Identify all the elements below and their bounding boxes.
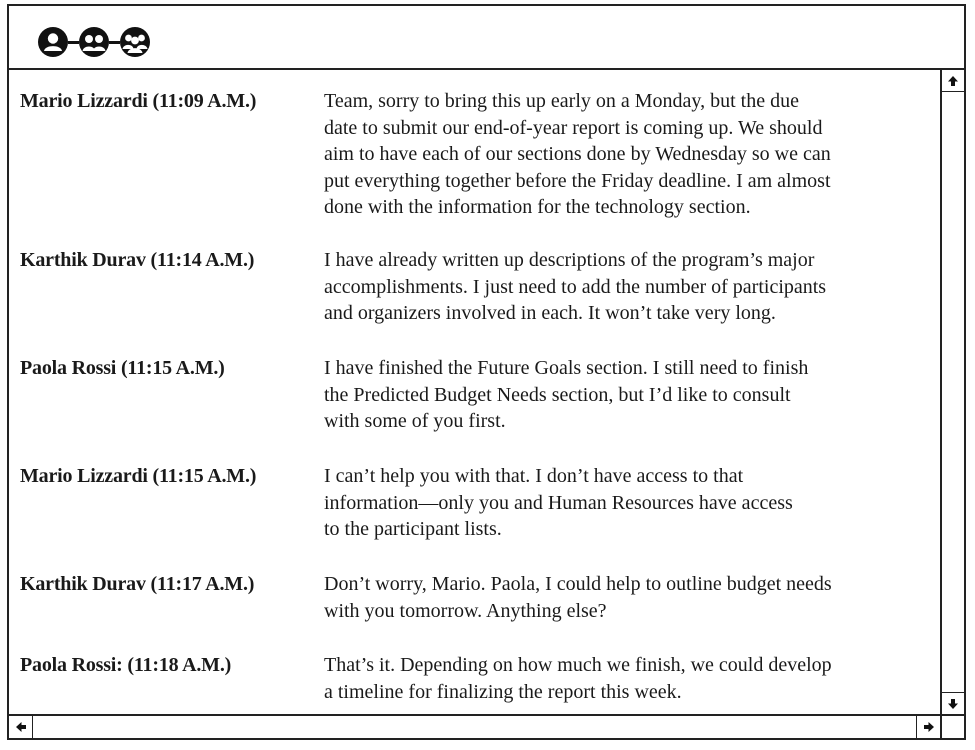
scroll-up-button[interactable] xyxy=(942,70,964,92)
scroll-down-button[interactable] xyxy=(942,692,964,714)
two-users-icon[interactable] xyxy=(78,26,110,58)
chat-messages xyxy=(9,70,940,714)
scroll-right-button[interactable] xyxy=(916,716,940,738)
message-text: That’s it. Depending on how much we finish, we could develop a timeline for finalizing the report this week. xyxy=(324,654,832,703)
arrow-left-icon xyxy=(15,721,27,733)
arrow-right-icon xyxy=(923,721,935,733)
arrow-up-icon xyxy=(947,75,959,87)
message-sender: Paola Rossi (11:15 A.M.) xyxy=(20,357,225,379)
message-text: Team, sorry to bring this up early on a Monday, but the due date to submit our end-of-year report is coming up. We should aim to have each of our sections done by Wednesday so we can put everything together before the Friday deadline. I am almost done with the information for the technology section. xyxy=(324,90,831,219)
message-text: I have finished the Future Goals section. I still need to finish the Predicted Budget Needs section, but I’d like to consult with some of you first. xyxy=(324,357,809,433)
chat-window xyxy=(7,4,966,740)
message-sender: Mario Lizzardi (11:15 A.M.) xyxy=(20,465,257,487)
message-sender: Paola Rossi: (11:18 A.M.) xyxy=(20,654,232,676)
group-users-icon[interactable] xyxy=(119,26,151,58)
horizontal-scrollbar[interactable] xyxy=(9,714,964,738)
message-sender: Karthik Durav (11:14 A.M.) xyxy=(20,249,255,271)
vertical-scrollbar[interactable] xyxy=(940,70,964,714)
scrollbar-corner xyxy=(940,716,964,738)
message-text: I can’t help you with that. I don’t have access to that information—only you and Human Resources have access to the participant lists. xyxy=(324,465,793,541)
message-text: I have already written up descriptions of the program’s major accomplishments. I just need to add the number of participants and organizers involved in each. It won’t take very long. xyxy=(324,249,827,325)
single-user-icon[interactable] xyxy=(37,26,69,58)
message-text: Don’t worry, Mario. Paola, I could help to outline budget needs with you tomorrow. Anything else? xyxy=(324,573,832,622)
scroll-left-button[interactable] xyxy=(9,716,33,738)
chat-header xyxy=(9,6,964,70)
message-sender: Mario Lizzardi (11:09 A.M.) xyxy=(20,90,257,112)
participant-icons xyxy=(37,26,151,58)
arrow-down-icon xyxy=(947,698,959,710)
message-sender: Karthik Durav (11:17 A.M.) xyxy=(20,573,255,595)
